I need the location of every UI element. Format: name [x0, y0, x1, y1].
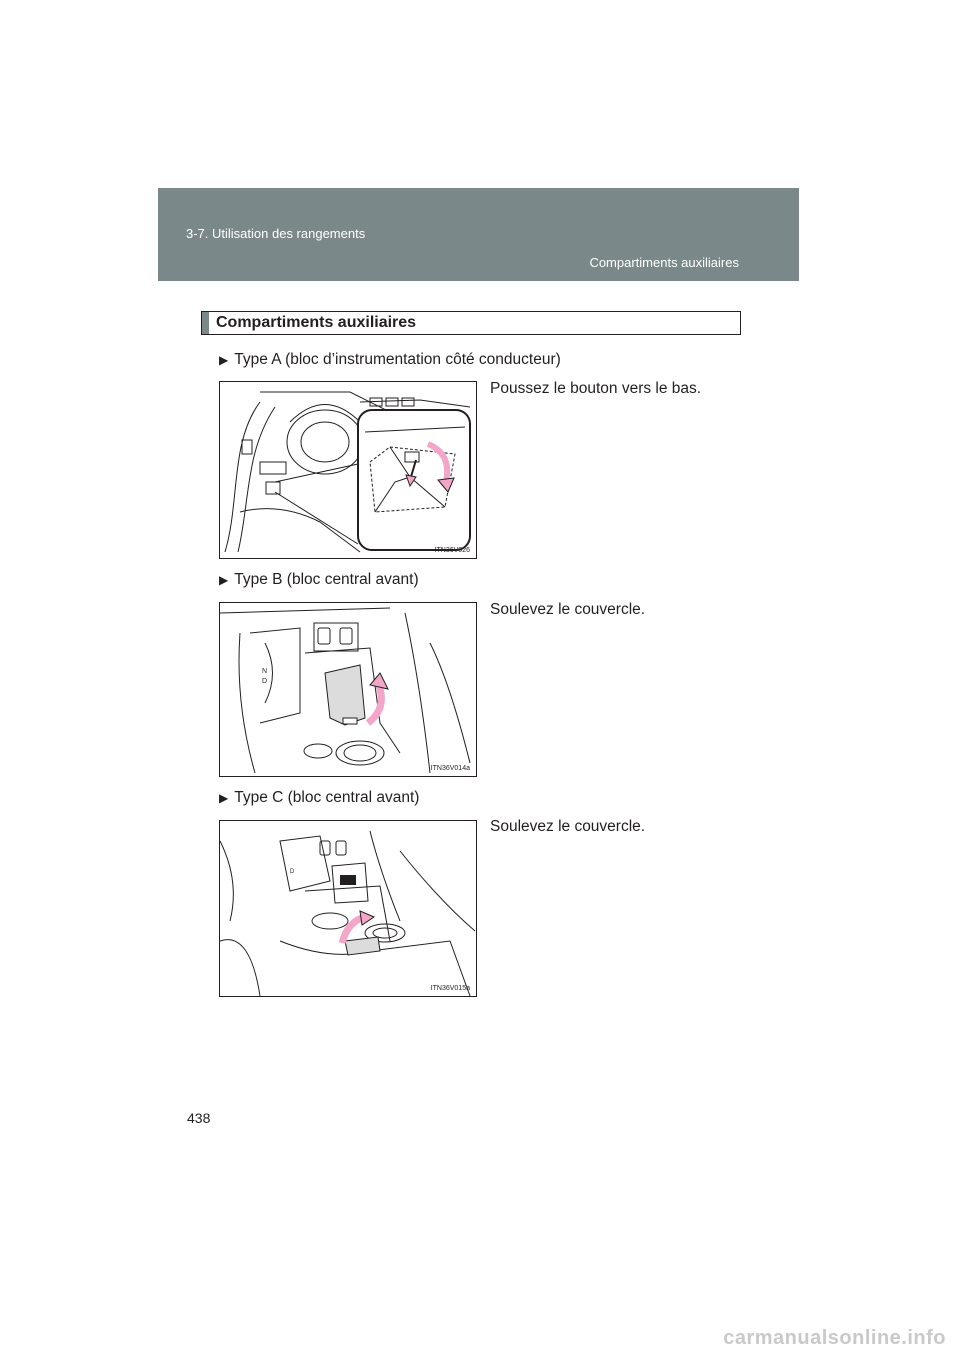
type-b-description: Soulevez le couvercle. [490, 601, 646, 618]
figure-type-a [219, 381, 477, 559]
section-title: Compartiments auxiliaires [589, 255, 739, 270]
center-console-illustration-c [220, 821, 476, 996]
triangle-bullet-icon: ▶ [219, 791, 229, 805]
page-number: 438 [187, 1110, 211, 1126]
triangle-bullet-icon: ▶ [219, 573, 229, 587]
triangle-bullet-icon: ▶ [219, 353, 229, 367]
figure-code: ITN36V026 [434, 547, 470, 554]
heading-accent [202, 312, 209, 334]
type-b-label: ▶ Type B (bloc central avant) [219, 571, 419, 588]
heading-text: Compartiments auxiliaires [216, 314, 417, 331]
dashboard-illustration [220, 382, 476, 558]
figure-code: ITN36V014a [430, 765, 470, 772]
figure-type-b [219, 602, 477, 777]
center-console-illustration-b [220, 603, 476, 776]
type-a-description: Poussez le bouton vers le bas. [490, 380, 702, 397]
section-heading [201, 311, 741, 335]
svg-text:N: N [262, 668, 268, 675]
figure-type-c [219, 820, 477, 997]
watermark: carmanualsonline.info [723, 1327, 946, 1349]
svg-text:D: D [290, 869, 295, 875]
chapter-title: 3-7. Utilisation des rangements [186, 226, 366, 241]
type-c-label: ▶ Type C (bloc central avant) [219, 789, 420, 806]
figure-code: ITN36V015a [430, 985, 470, 992]
svg-text:D: D [262, 678, 268, 685]
page-header [158, 188, 799, 281]
type-c-description: Soulevez le couvercle. [490, 818, 646, 835]
type-a-label: ▶ Type A (bloc d’instrumentation côté conducteur) [219, 351, 561, 368]
